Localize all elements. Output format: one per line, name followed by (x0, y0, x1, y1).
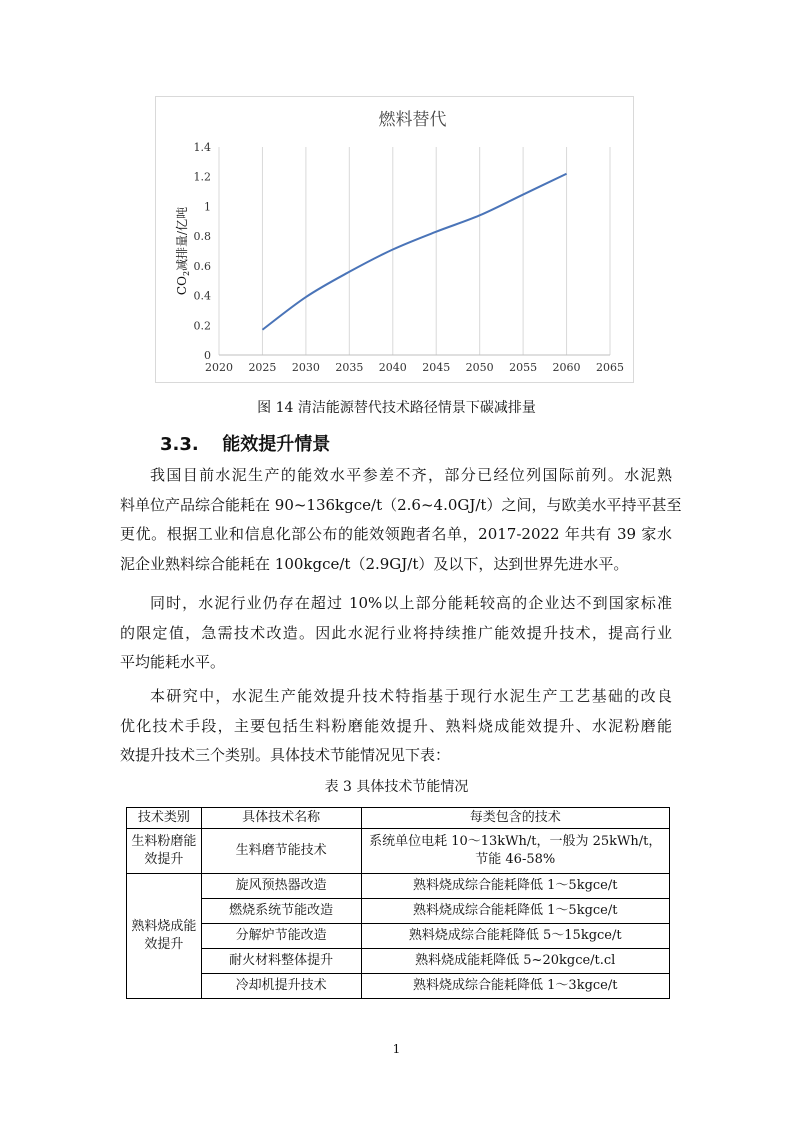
paragraph-line: 本研究中，水泥生产能效提升技术特指基于现行水泥生产工艺基础的改良 (150, 687, 672, 705)
paragraph-line: 更优。根据工业和信息化部公布的能效领跑者名单，2017-2022 年共有 39 家水 (120, 525, 672, 543)
x-tick-label: 2055 (509, 361, 538, 374)
tech-name-cell: 燃烧系统节能改造 (201, 899, 361, 924)
figure-caption: 图 14 清洁能源替代技术路径情景下碳减排量 (257, 400, 536, 416)
paragraph (120, 461, 682, 579)
paragraph-line: 我国目前水泥生产的能效水平参差不齐，部分已经位列国际前列。水泥熟 (150, 466, 672, 484)
tech-desc-cell: 熟料烧成综合能耗降低 5～15kgce/t (361, 924, 670, 949)
table-row (127, 949, 670, 974)
category-cell: 熟料烧成能效提升 (127, 874, 202, 999)
y-tick-label: 0 (204, 349, 211, 362)
x-tick-label: 2025 (248, 361, 277, 374)
page-number: 1 (392, 1042, 401, 1056)
column-header: 技术类别 (127, 808, 202, 829)
tech-desc-cell: 熟料烧成能耗降低 5~20kgce/t.cl (361, 949, 670, 974)
table-row (127, 874, 670, 899)
x-tick-label: 2060 (552, 361, 581, 374)
tech-name-cell: 冷却机提升技术 (201, 974, 361, 999)
x-tick-label: 2050 (465, 361, 494, 374)
x-tick-label: 2045 (422, 361, 451, 374)
fuel-substitution-chart (156, 97, 635, 384)
tech-desc-cell: 系统单位电耗 10～13kWh/t，一般为 25kWh/t，节能 46-58% (361, 829, 670, 874)
paragraph-line: 料单位产品综合能耗在 90~136kgce/t（2.6~4.0GJ/t）之间，与欧美水平持平甚至 (120, 495, 682, 514)
chart-figure (155, 96, 634, 383)
tech-name-cell: 生料磨节能技术 (201, 829, 361, 874)
tech-savings-table (126, 807, 670, 999)
chart-title: 燃料替代 (378, 110, 447, 130)
column-header: 每类包含的技术 (361, 808, 670, 829)
tech-name-cell: 旋风预热器改造 (201, 874, 361, 899)
table-caption: 表 3 具体技术节能情况 (324, 779, 469, 795)
paragraph-line: 的限定值，急需技术改造。因此水泥行业将持续推广能效提升技术，提高行业 (120, 623, 672, 642)
y-axis-label: $CO_2$减排量/亿吨 (175, 206, 191, 296)
tech-name-cell: 耐火材料整体提升 (201, 949, 361, 974)
tech-desc-cell: 熟料烧成综合能耗降低 1～3kgce/t (361, 974, 670, 999)
x-tick-label: 2065 (596, 361, 624, 374)
table-row (127, 924, 670, 949)
y-tick-label: 0.2 (193, 319, 211, 333)
x-tick-label: 2020 (205, 361, 233, 374)
series-line (262, 174, 566, 330)
y-tick-label: 0.8 (193, 230, 211, 244)
paragraph-line: 同时，水泥行业仍存在超过 10%以上部分能耗较高的企业达不到国家标准 (150, 594, 672, 612)
section-heading (160, 430, 330, 456)
paragraph-line: 泥企业熟料综合能耗在 100kgce/t（2.9GJ/t）及以下，达到世界先进水平。 (120, 554, 629, 573)
y-tick-label: 1.2 (193, 170, 211, 184)
table-header-row (127, 808, 670, 829)
table-row (127, 829, 670, 874)
section-number: 3.3. (160, 434, 199, 455)
column-header: 具体技术名称 (201, 808, 361, 829)
x-tick-label: 2030 (291, 361, 320, 374)
category-cell: 生料粉磨能效提升 (127, 829, 202, 874)
paragraph (120, 682, 672, 771)
table-row (127, 899, 670, 924)
tech-desc-cell: 熟料烧成综合能耗降低 1～5kgce/t (361, 874, 670, 899)
section-title: 能效提升情景 (222, 434, 331, 455)
y-tick-label: 1 (204, 200, 211, 214)
paragraph-line: 平均能耗水平。 (120, 653, 226, 671)
paragraph-line: 优化技术手段，主要包括生料粉磨能效提升、熟料烧成能效提升、水泥粉磨能 (120, 716, 672, 735)
paragraph (120, 589, 672, 678)
tech-name-cell: 分解炉节能改造 (201, 924, 361, 949)
y-tick-label: 0.4 (193, 289, 211, 303)
x-tick-label: 2040 (378, 361, 407, 374)
y-tick-label: 1.4 (193, 141, 211, 154)
tech-desc-cell: 熟料烧成综合能耗降低 1～5kgce/t (361, 899, 670, 924)
paragraph-line: 效提升技术三个类别。具体技术节能情况见下表： (120, 746, 451, 764)
y-tick-label: 0.6 (193, 259, 211, 273)
x-tick-label: 2035 (335, 361, 364, 374)
table-row (127, 974, 670, 999)
